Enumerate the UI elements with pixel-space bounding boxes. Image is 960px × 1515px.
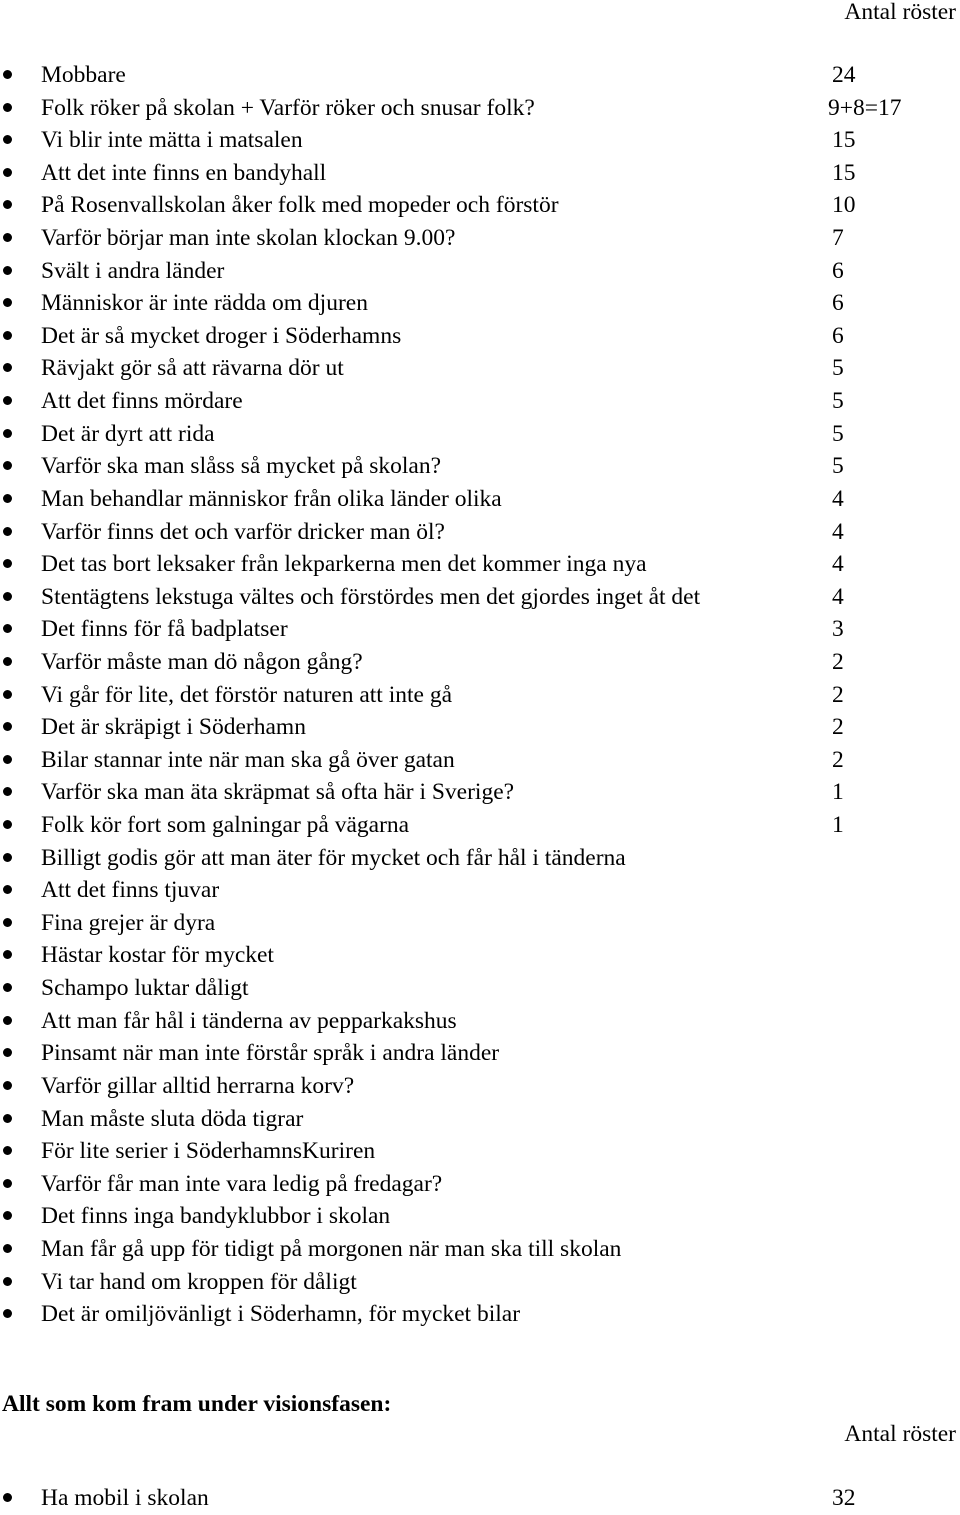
list-item [0,809,960,842]
list-item [0,157,960,190]
vote-count: 5 [832,453,844,480]
list-item [0,1298,960,1331]
votes-column-header: Antal röster [844,0,956,25]
bullet-icon [3,363,12,372]
item-text: Varför ska man äta skräpmat så ofta här i Sverige? [41,779,515,806]
list-item [0,744,960,777]
item-text: Pinsamt när man inte förstår språk i andra länder [41,1040,500,1067]
item-text: Att det finns tjuvar [41,877,220,904]
bullet-icon [3,559,12,568]
list-item [0,972,960,1005]
vote-count: 2 [832,648,844,675]
item-text: Hästar kostar för mycket [41,942,274,969]
list-item [0,1200,960,1233]
item-text: Varför ska man slåss så mycket på skolan? [41,453,442,480]
bullet-icon [3,135,12,144]
list-item [0,1266,960,1299]
bullet-icon [3,1016,12,1025]
bullet-icon [3,396,12,405]
item-text: Fina grejer är dyra [41,909,216,936]
vote-count: 3 [832,616,844,643]
bullet-icon [3,298,12,307]
list-item [0,907,960,940]
bullet-icon [3,168,12,177]
item-text: Det tas bort leksaker från lekparkerna men det kommer inga nya [41,551,647,578]
list-item [0,1135,960,1168]
list-item [0,939,960,972]
bullet-icon [3,853,12,862]
item-text: Det är dyrt att rida [41,420,215,447]
bullet-icon [3,820,12,829]
list-item [0,613,960,646]
bullet-icon [3,1211,12,1220]
bullet-icon [3,1309,12,1318]
item-text: Det finns för få badplatser [41,616,288,643]
item-text: Folk kör fort som galningar på vägarna [41,812,410,839]
vote-count: 5 [832,388,844,415]
list-item [0,1005,960,1038]
list-item [0,1103,960,1136]
bullet-icon [3,1114,12,1123]
vote-count: 1 [832,812,844,839]
list-item [0,1168,960,1201]
list-item [0,581,960,614]
list-item [0,418,960,451]
item-text: Man behandlar människor från olika länder olika [41,485,502,512]
item-text: Det är omiljövänligt i Söderhamn, för mycket bilar [41,1301,521,1328]
item-text: Varför får man inte vara ledig på fredagar? [41,1170,443,1197]
vote-count: 6 [832,290,844,317]
vote-count: 4 [832,485,844,512]
bullet-icon [3,494,12,503]
item-text: Det är så mycket droger i Söderhamns [41,322,402,349]
list-item [0,287,960,320]
list-item [0,92,960,125]
item-text: Svält i andra länder [41,257,225,284]
vote-count: 32 [832,1485,856,1511]
bullet-icon [3,266,12,275]
vote-count: 2 [832,746,844,773]
item-text: Varför gillar alltid herrarna korv? [41,1072,355,1099]
bullet-icon [3,1048,12,1057]
list-item [0,124,960,157]
bullet-icon [3,592,12,601]
bullet-icon [3,983,12,992]
bullet-icon [3,429,12,438]
item-text: Man måste sluta döda tigrar [41,1105,304,1132]
list-item [0,222,960,255]
item-text: Varför börjar man inte skolan klockan 9.00? [41,225,456,252]
list-item [0,646,960,679]
vote-count: 15 [832,159,856,186]
item-text: Bilar stannar inte när man ska gå över gatan [41,746,455,773]
item-text: Ha mobil i skolan [41,1485,209,1511]
item-text: Stentägtens lekstuga vältes och förstördes men det gjordes inget åt det [41,583,701,610]
bullet-icon [3,755,12,764]
list-item [0,189,960,222]
vote-count: 5 [832,420,844,447]
bullet-icon [3,787,12,796]
bullet-icon [3,950,12,959]
list-item [0,385,960,418]
item-text: Att det inte finns en bandyhall [41,159,327,186]
item-text: Billigt godis gör att man äter för mycket och får hål i tänderna [41,844,626,871]
item-text: Det är skräpigt i Söderhamn [41,714,306,741]
list-item [0,450,960,483]
vision-section-heading: Allt som kom fram under visionsfasen: [2,1391,392,1417]
list-item [0,255,960,288]
item-text: Att det finns mördare [41,388,243,415]
list-item [0,842,960,875]
bullet-icon [3,1493,12,1502]
vote-count: 4 [832,583,844,610]
list-item [0,516,960,549]
vote-count: 10 [832,192,856,219]
item-text: Varför finns det och varför dricker man öl? [41,518,445,545]
bullet-icon [3,233,12,242]
vote-count: 6 [832,257,844,284]
item-text: Rävjakt gör så att rävarna dör ut [41,355,344,382]
list-item [0,776,960,809]
list-item [0,320,960,353]
bullet-icon [3,885,12,894]
bullet-icon [3,657,12,666]
list-item [0,59,960,92]
vote-count: 1 [832,779,844,806]
bullet-icon [3,722,12,731]
list-item [0,352,960,385]
bullet-icon [3,461,12,470]
item-text: Vi tar hand om kroppen för dåligt [41,1268,357,1295]
bullet-icon [3,1277,12,1286]
item-text: Vi blir inte mätta i matsalen [41,127,303,154]
list-item [0,1070,960,1103]
bullet-icon [3,1244,12,1253]
bullet-icon [3,331,12,340]
item-text: På Rosenvallskolan åker folk med mopeder och förstör [41,192,559,219]
item-text: Varför måste man dö någon gång? [41,648,363,675]
bullet-icon [3,690,12,699]
vote-count: 2 [832,714,844,741]
vote-count: 6 [832,322,844,349]
vote-count: 7 [832,225,844,252]
bullet-icon [3,1081,12,1090]
vote-count: 9+8=17 [828,94,902,121]
item-text: Mobbare [41,62,126,88]
item-text: Vi går för lite, det förstör naturen att inte gå [41,681,452,708]
list-item [0,548,960,581]
item-text: Det finns inga bandyklubbor i skolan [41,1203,391,1230]
list-item [0,483,960,516]
vote-count: 2 [832,681,844,708]
bullet-icon [3,527,12,536]
item-text: Människor är inte rädda om djuren [41,290,368,317]
list-item [0,711,960,744]
list-item [0,1037,960,1070]
bullet-icon [3,918,12,927]
bullet-icon [3,70,12,79]
vote-count: 4 [832,518,844,545]
item-text: Att man får hål i tänderna av pepparkakshus [41,1007,457,1034]
bullet-icon [3,103,12,112]
list-item [0,1233,960,1266]
survey-list [0,59,960,1331]
vision-votes-column-header: Antal röster [844,1421,956,1447]
vote-count: 15 [832,127,856,154]
item-text: Man får gå upp för tidigt på morgonen när man ska till skolan [41,1235,622,1262]
vote-count: 5 [832,355,844,382]
list-item [0,679,960,712]
bullet-icon [3,624,12,633]
vote-count: 24 [832,62,856,88]
item-text: För lite serier i SöderhamnsKuriren [41,1138,376,1165]
bullet-icon [3,200,12,209]
bullet-icon [3,1146,12,1155]
vote-count: 4 [832,551,844,578]
bullet-icon [3,1179,12,1188]
list-item [0,874,960,907]
item-text: Schampo luktar dåligt [41,975,249,1002]
item-text: Folk röker på skolan + Varför röker och snusar folk? [41,94,535,121]
